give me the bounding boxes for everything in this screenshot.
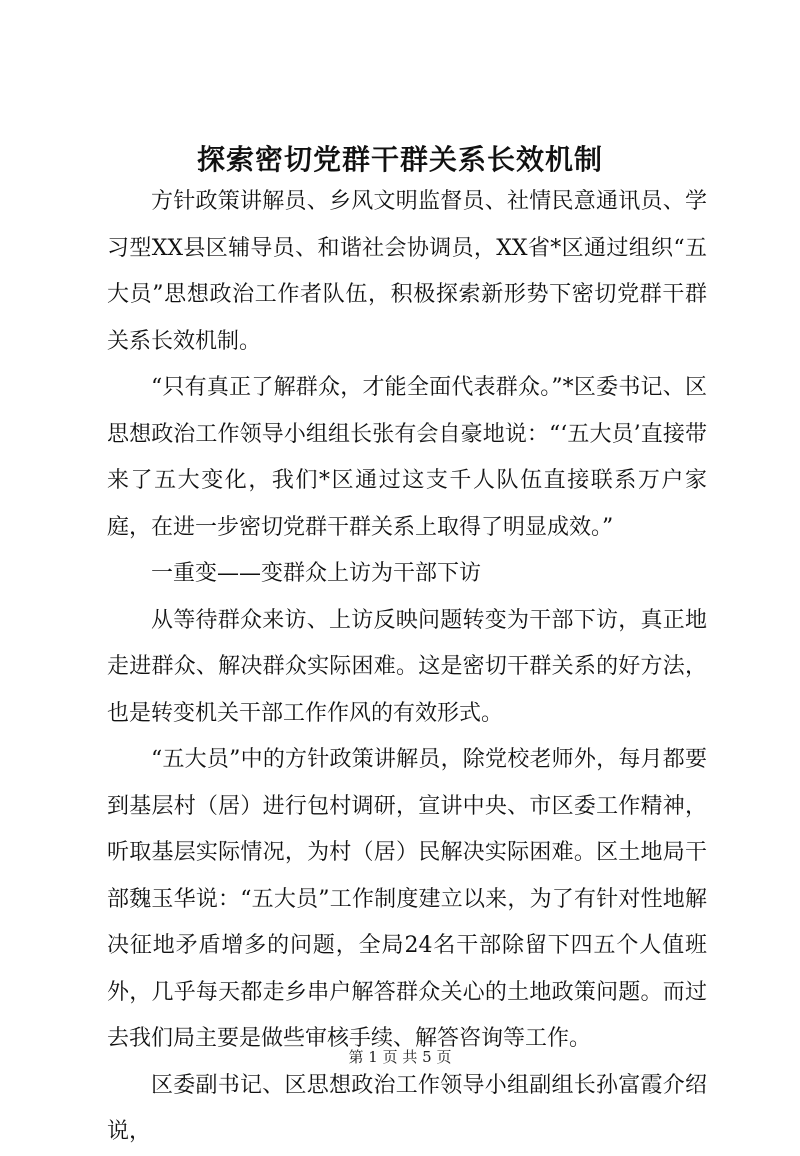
section-heading: 一重变——变群众上访为干部下访: [151, 561, 482, 586]
page-footer: 第 1 页 共 5 页: [348, 1048, 452, 1066]
paragraph-intro: 方针政策讲解员、乡风文明监督员、社情民意通讯员、学习型XX县区辅导员、和谐社会协调员，XX省*区通过组织“五大员”思想政治工作者队伍，积极探索新形势下密切党群干群关系长效机制。: [107, 189, 707, 354]
paragraph-quote: “只有真正了解群众，才能全面代表群众。”*区委书记、区思想政治工作领导小组组长张有会自豪地说：“‘五大员’直接带来了五大变化，我们*区通过这支千人队伍直接联系万户家庭，在进一步密切党群干群关系上取得了明显成效。”: [107, 375, 707, 540]
paragraph-continued: 区委副书记、区思想政治工作领导小组副组长孙富霞介绍说，: [107, 1072, 707, 1144]
paragraph-example: “五大员”中的方针政策讲解员，除党校老师外，每月都要到基层村（居）进行包村调研，宣讲中央、市区委工作精神，听取基层实际情况，为村（居）民解决实际困难。区土地局干部魏玉华说：“五大员”工作制度建立以来，为了有针对性地解决征地矛盾增多的问题，全局24名干部除留下四五个人值班外，几乎每天都走乡串户解答群众关心的土地政策问题。而过去我们局主要是做些审核手续、解答咨询等工作。: [107, 747, 707, 1051]
document-body: [107, 179, 707, 1156]
document-title: 探索密切党群干群关系长效机制: [196, 143, 603, 176]
paragraph-section-intro: 从等待群众来访、上访反映问题转变为干部下访，真正地走进群众、解决群众实际困难。这是密切干群关系的好方法，也是转变机关干部工作作风的有效形式。: [107, 607, 707, 726]
